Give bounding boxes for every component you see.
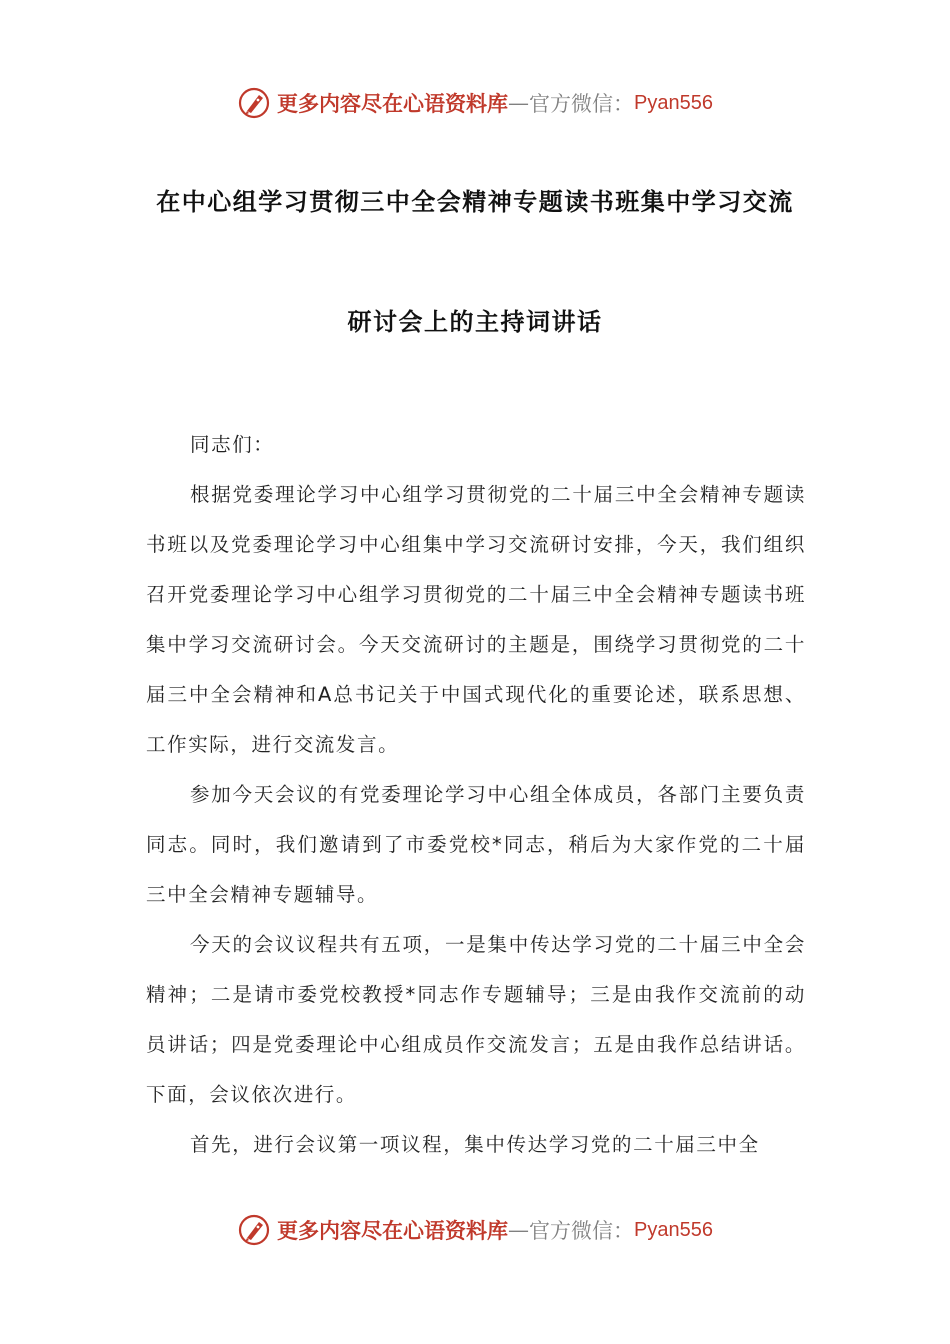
watermark-brand: 更多内容尽在心语资料库: [277, 1218, 509, 1243]
watermark-brand: 更多内容尽在心语资料库: [277, 91, 509, 116]
pen-nib-logo-icon: [237, 1213, 271, 1247]
watermark-wechat-id: Pyan556: [634, 91, 713, 114]
watermark-dash: —: [508, 1218, 530, 1242]
watermark-label: 官方微信：: [529, 92, 635, 116]
salutation: 同志们：: [190, 433, 275, 456]
header-watermark: [0, 83, 950, 123]
watermark-wechat-id: Pyan556: [634, 1218, 713, 1241]
paragraph: 根据党委理论学习中心组学习贯彻党的二十届三中全会精神专题读书班以及党委理论学习中心组集中学习交流研讨安排，今天，我们组织召开党委理论学习中心组学习贯彻党的二十届三中全会精神专题读书班集中学习交流研讨会。今天交流研讨的主题是，围绕学习贯彻党的二十届三中全会精神和A总书记关于中国式现代化的重要论述，联系思想、工作实际，进行交流发言。: [146, 483, 806, 756]
paragraph: 首先，进行会议第一项议程，集中传达学习党的二十届三中全: [190, 1133, 760, 1156]
watermark-label: 官方微信：: [529, 1219, 635, 1243]
pen-nib-logo-icon: [237, 86, 271, 120]
paragraph: 今天的会议议程共有五项，一是集中传达学习党的二十届三中全会精神；二是请市委党校教授*同志作专题辅导；三是由我作交流前的动员讲话；四是党委理论中心组成员作交流发言；五是由我作总结讲话。下面，会议依次进行。: [146, 933, 806, 1106]
document-body: [146, 420, 806, 1170]
document-title-line-2: 研讨会上的主持词讲话: [347, 308, 603, 336]
watermark-dash: —: [508, 91, 530, 115]
paragraph: 参加今天会议的有党委理论学习中心组全体成员，各部门主要负责同志。同时，我们邀请到了市委党校*同志，稍后为大家作党的二十届三中全会精神专题辅导。: [146, 783, 806, 906]
footer-watermark: [0, 1210, 950, 1250]
document-title-line-1: 在中心组学习贯彻三中全会精神专题读书班集中学习交流: [156, 188, 794, 216]
